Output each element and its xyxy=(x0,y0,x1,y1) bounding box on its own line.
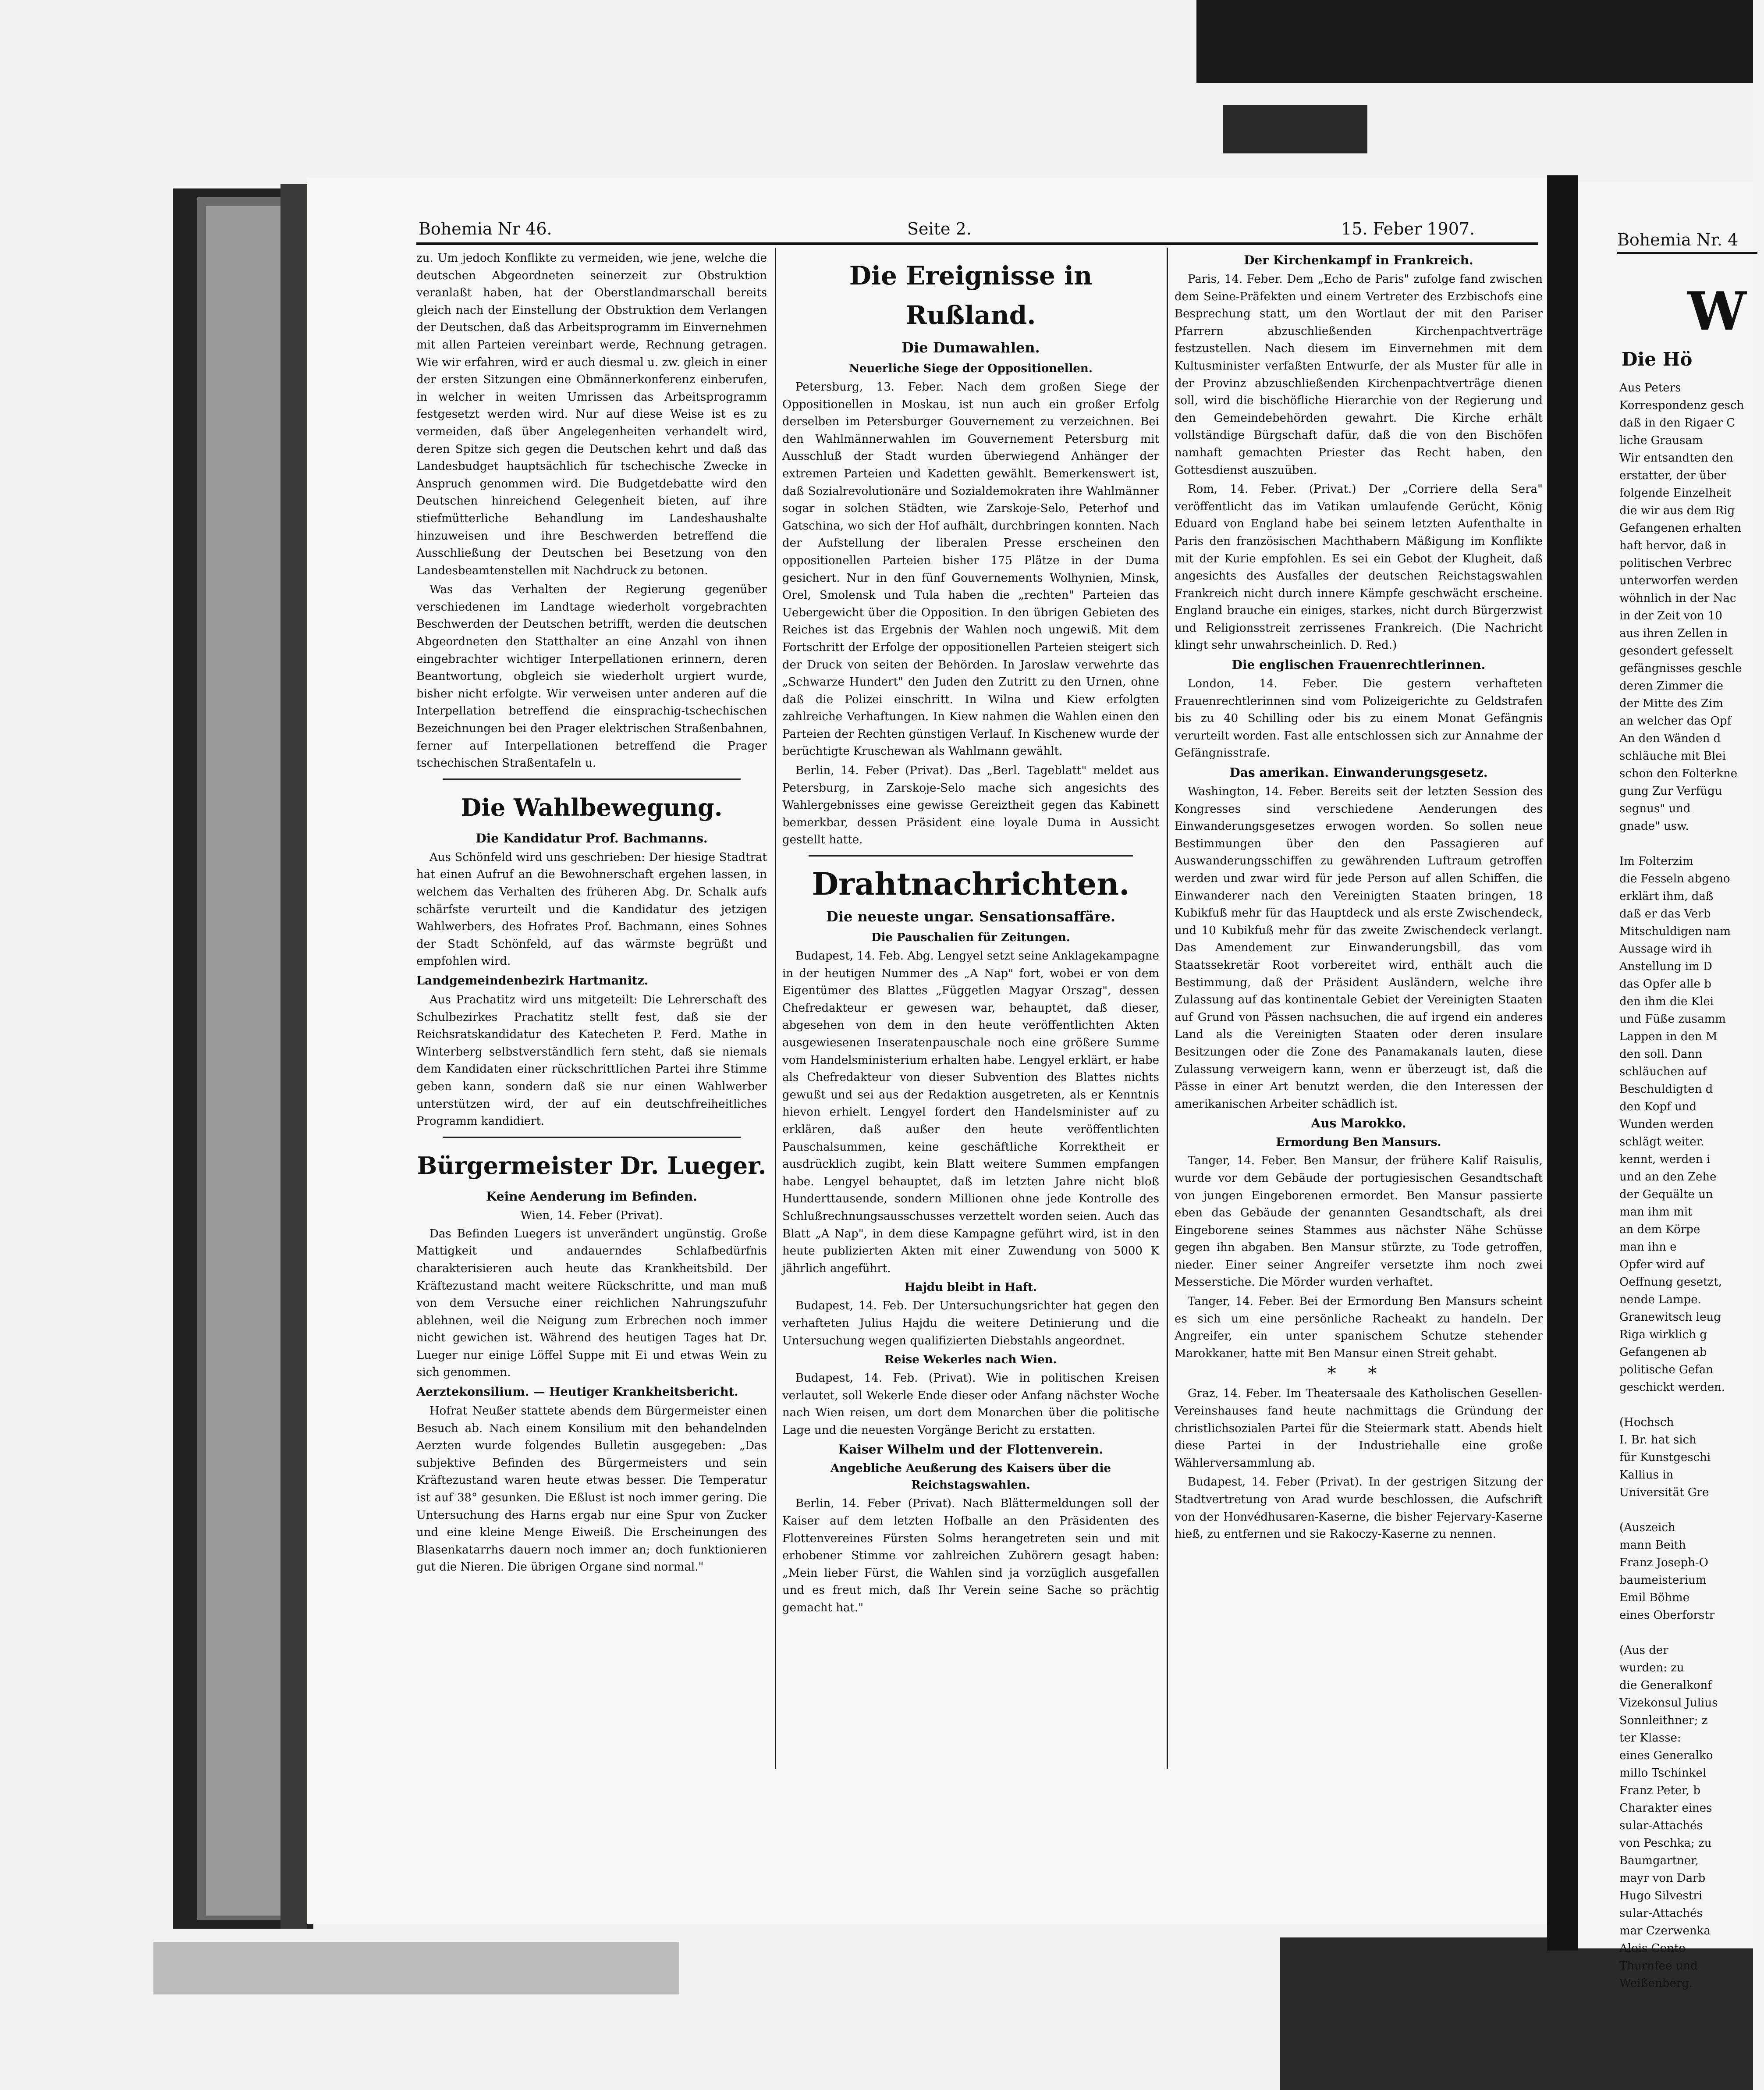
adjacent-text-line: gefängnisses geschle xyxy=(1619,662,1742,675)
adjacent-text-line: segnus" und xyxy=(1619,802,1691,815)
article-paragraph: zu. Um jedoch Konflikte zu vermeiden, wie jene, welche die deutschen Abgeordneten seinerzeit zur Obstruktion veranlaßt haben, hat der Oberstlandmarschall bereits gleich nach der Einstellung der Obstruktion dem Verlangen der Deutschen, daß das Arbeitsprogramm im Einvernehmen mit allen Parteien vereinbart werde, Rechnung getragen. Wie wir erfahren, wird er auch diesmal u. zw. gleich in einer der ersten Sitzungen eine Obmännerkonferenz einberufen, in welcher in weiten Umrissen das Arbeitsprogramm festgesetzt werden wird. Nur auf diese Weise ist es zu vermeiden, daß über Angelegenheiten verhandelt wird, deren Spitze sich gegen die Deutschen kehrt und daß das Landesbudget hauptsächlich für tschechische Zwecke in Anspruch genommen wird. Die Budgetdebatte wird den Deutschen hinreichend Gelegenheit bieten, auf ihre stiefmütterliche Behandlung im Landeshaushalte hinzuweisen und ihre Beschwerden betreffend die Ausschließung der Deutschen bei Besetzung von den Landesbeamtenstellen mit Nachdruck zu betonen. xyxy=(416,252,767,577)
divider xyxy=(443,1137,741,1138)
adjacent-text xyxy=(1619,379,1764,1992)
article-paragraph: London, 14. Feber. Die gestern verhafteten Frauenrechtlerinnen sind vom Polizeigerichte zu Geldstrafen bis zu 40 Schilling oder bis zu einem Monat Gefängnis verurteilt worden. Fast alle entschlossen sich zur Annahme der Gefängnisstrafe. xyxy=(1175,677,1543,760)
article-heading: Die Dumawahlen. xyxy=(902,339,1040,356)
article-paragraph: Das Befinden Luegers ist unverändert ungünstig. Große Mattigkeit und andauerndes Schlafbedürfnis charakterisieren auch heute das Krankheitsbild. Der Kräftezustand macht weitere Rückschritte, und man muß von dem Versuche einer reichlichen Nahrungszufuhr ablehnen, weil die Neigung zum Erbrechen noch immer nicht gewichen ist. Während des heutigen Tages hat Dr. Lueger nur einige Löffel Suppe mit Ei und etwas Wein zu sich genommen. xyxy=(416,1227,767,1379)
adjacent-text-line: Hugo Silvestri xyxy=(1619,1889,1703,1902)
adjacent-text-line: gnade" usw. xyxy=(1619,820,1689,833)
adjacent-text-line: an welcher das Opf xyxy=(1619,714,1732,728)
adjacent-text-line xyxy=(1619,1396,1764,1414)
adjacent-text-line: An den Wänden d xyxy=(1619,732,1721,745)
adjacent-text-line: deren Zimmer die xyxy=(1619,679,1723,693)
adjacent-text-line: I. Br. hat sich xyxy=(1619,1433,1697,1447)
column-middle xyxy=(782,250,1159,1828)
adjacent-text-line: in der Zeit von 10 xyxy=(1619,609,1722,622)
article-paragraph: Budapest, 14. Feber (Privat). In der gestrigen Sitzung der Stadtvertretung von Arad wurde beschlossen, die Aufschrift von der Honvédhusaren-Kaserne, die bisher Fejervary-Kaserne hieß, zu entfernen und sie Rakoczy-Kaserne zu nennen. xyxy=(1175,1475,1543,1541)
article-heading: Die englischen Frauenrechtlerinnen. xyxy=(1232,658,1486,672)
adjacent-text-line xyxy=(1619,1624,1764,1642)
adjacent-text-line: Universität Gre xyxy=(1619,1486,1709,1499)
adjacent-text-line: geschickt werden. xyxy=(1619,1381,1725,1394)
adjacent-text-line: Lappen in den M xyxy=(1619,1030,1718,1043)
adjacent-text-line: Baumgartner, xyxy=(1619,1854,1699,1867)
article-paragraph: Graz, 14. Feber. Im Theatersaale des Katholischen Gesellen-Vereinshauses fand heute nachmittags die Gründung der christlichsozialen Partei für die Steiermark statt. Abends hielt diese Partei in der Industriehalle eine große Wählerversammlung ab. xyxy=(1175,1387,1543,1470)
divider xyxy=(443,778,741,780)
adjacent-text-line: mar Czerwenka xyxy=(1619,1924,1711,1937)
adjacent-text-line: schlägt weiter. xyxy=(1619,1135,1704,1148)
adjacent-text-line: baumeisterium xyxy=(1619,1574,1707,1587)
article-paragraph: Budapest, 14. Feb. (Privat). Wie in politischen Kreisen verlautet, soll Wekerle Ende dieser oder Anfang nächster Woche nach Wien reisen, um dort dem Monarchen über die politische Lage und die neuesten Vorgänge Bericht zu erstatten. xyxy=(782,1372,1159,1437)
adjacent-text-line: Kallius in xyxy=(1619,1468,1674,1482)
adjacent-text-line: die Generalkonf xyxy=(1619,1679,1712,1692)
adjacent-text-line: Korrespondenz gesch xyxy=(1619,399,1744,412)
adjacent-text-line: und an den Zehe xyxy=(1619,1170,1717,1184)
article-subheading: Die Pauschalien für Zeitungen. xyxy=(871,931,1070,945)
adjacent-text-line: eines Generalko xyxy=(1619,1749,1713,1762)
adjacent-text-line: ter Klasse: xyxy=(1619,1731,1681,1745)
header-date: 15. Feber 1907. xyxy=(1341,219,1475,238)
adjacent-text-line: Granewitsch leug xyxy=(1619,1311,1721,1324)
article-heading: Aus Marokko. xyxy=(1311,1116,1406,1131)
article-subheading: Reise Wekerles nach Wien. xyxy=(884,1353,1057,1367)
adjacent-text-line: folgende Einzelheit xyxy=(1619,487,1731,500)
adjacent-text-line: Opfer wird auf xyxy=(1619,1258,1704,1271)
header-rule xyxy=(416,242,1538,245)
adjacent-text-line xyxy=(1619,1501,1764,1519)
adjacent-text-line: Sonnleithner; z xyxy=(1619,1714,1708,1727)
adjacent-text-line: politische Gefan xyxy=(1619,1363,1714,1376)
article-paragraph: Hofrat Neußer stattete abends dem Bürgermeister einen Besuch ab. Nach einem Konsilium mit den behandelnden Aerzten wurde folgendes Bulletin ausgegeben: „Das subjektive Befinden des Bürgermeisters und sein Kräftezustand waren heute etwas besser. Die Temperatur ist auf 38° gesunken. Die Eßlust ist noch immer gering. Die Untersuchung des Harns ergab nur eine Spur von Zucker und eine kleine Menge Eiweiß. Die Erscheinungen des Blasenkatarrhs dauern noch immer an; doch funktionieren gut die Nieren. Die übrigen Organe sind normal." xyxy=(416,1404,767,1574)
article-heading: Die neueste ungar. Sensationsaffäre. xyxy=(826,908,1115,925)
adjacent-text-line: Gefangenen erhalten xyxy=(1619,522,1742,535)
adjacent-title-fragment: W xyxy=(1687,281,1746,342)
adjacent-text-line: der Gequälte un xyxy=(1619,1188,1713,1201)
adjacent-text-line xyxy=(1619,835,1764,853)
article-subheading: Ermordung Ben Mansurs. xyxy=(1276,1136,1441,1149)
adjacent-text-line: man ihn e xyxy=(1619,1240,1677,1254)
adjacent-page xyxy=(1578,182,1753,1990)
section-dots: * * xyxy=(1327,1364,1390,1384)
adjacent-text-line: liche Grausam xyxy=(1619,434,1703,447)
article-paragraph: Aus Prachatitz wird uns mitgeteilt: Die Lehrerschaft des Schulbezirkes Prachatitz stellt fest, daß sie der Reichsratskandidatur des Katecheten P. Ferd. Mathe in Winterberg selbstverständlich fern steht, daß sie niemals dem Kandidaten einer rückschrittlichen Partei ihre Stimme geben kann, sondern daß sie nur einen Wahlwerber unterstützen wird, der auf ein deutschfreiheitliches Programm kandidiert. xyxy=(416,993,767,1128)
article-paragraph: Tanger, 14. Feber. Ben Mansur, der frühere Kalif Raisulis, wurde vor dem Gebäude der portugiesischen Gesandtschaft von jungen Eingeborenen ermordet. Ben Mansur passierte eben das Gebäude der genannten Gesandtschaft, als drei Eingeborene seines Stammes aus nächster Nähe Schüsse gegen ihn abgaben. Ben Mansur stürzte, zu Tode getroffen, nieder. Einer seiner Angreifer versetzte ihm noch zwei Messerstiche. Die Mörder wurden verhaftet. xyxy=(1175,1154,1543,1289)
adjacent-text-line: aus ihren Zellen in xyxy=(1619,627,1728,640)
adjacent-text-line: erstatter, der über xyxy=(1619,469,1726,482)
adjacent-text-line: Wir entsandten den xyxy=(1619,451,1733,465)
adjacent-text-line: für Kunstgeschi xyxy=(1619,1451,1711,1464)
adjacent-text-line: den soll. Dann xyxy=(1619,1048,1703,1061)
page-header xyxy=(307,178,1547,248)
adjacent-text-line: haft hervor, daß in xyxy=(1619,539,1727,552)
adjacent-text-line: an dem Körpe xyxy=(1619,1223,1700,1236)
adjacent-text-line: kennt, werden i xyxy=(1619,1153,1711,1166)
section-heading: Drahtnachrichten. xyxy=(812,866,1130,903)
section-heading: Die Wahlbewegung. xyxy=(461,793,723,821)
adjacent-text-line: die wir aus dem Rig xyxy=(1619,504,1735,517)
adjacent-header-rule xyxy=(1617,252,1757,254)
article-paragraph: Berlin, 14. Feber (Privat). Das „Berl. Tageblatt" meldet aus Petersburg, in Zarskoje-Selo mache sich angesichts des Wahlergebnisses eine gewisse Gereiztheit gegen das Kabinett bemerkbar, dessen Präsident eine loyale Duma in Aussicht gestellt hatte. xyxy=(782,764,1159,847)
adjacent-text-line: millo Tschinkel xyxy=(1619,1767,1707,1780)
adjacent-text-line: Anstellung im D xyxy=(1619,960,1712,973)
article-paragraph: Paris, 14. Feber. Dem „Echo de Paris" zufolge fand zwischen dem Seine-Präfekten und einem Vertreter des Erzbischofs eine Besprechung statt, um den Wortlaut der mit den Pariser Pfarrern abzuschließenden Kirchenpachtverträge festzustellen. Nach diesem im Einvernehmen mit dem Kultusminister verfaßten Entwurfe, der als Muster für alle in der Provinz abzuschließenden Kirchenpachtverträge dienen soll, wird die bischöfliche Hierarchie von der Regierung und den Gemeindebehörden gewahrt. Die Kirche erhält vollständige Bürgschaft dafür, daß die von den Bischöfen namhaft gemachten Priester das Recht haben, den Gottesdienst auszuüben. xyxy=(1175,273,1543,477)
newspaper-page xyxy=(307,178,1547,1924)
header-page-number: Seite 2. xyxy=(907,219,972,238)
adjacent-text-line: Alois Conte xyxy=(1619,1942,1686,1955)
header-paper-name: Bohemia Nr 46. xyxy=(419,219,552,238)
adjacent-text-line: Aussage wird ih xyxy=(1619,942,1712,956)
adjacent-text-line: Wunden werden xyxy=(1619,1118,1714,1131)
adjacent-text-line: (Hochsch xyxy=(1619,1416,1674,1429)
adjacent-text-line: nende Lampe. xyxy=(1619,1293,1701,1306)
adjacent-text-line: unterworfen werden xyxy=(1619,574,1738,587)
article-heading: Das amerikan. Einwanderungsgesetz. xyxy=(1229,765,1488,780)
article-paragraph: Petersburg, 13. Feber. Nach dem großen Siege der Oppositionellen in Moskau, ist nun auch ein großer Erfolg derselben im Petersburger Gouvernement zu verzeichnen. Bei den Wahlmännerwahlen im Gouvernement Petersburg mit Ausschluß der Stadt wurden überwiegend Anhänger der extremen Parteien und Kadetten gewählt. Bemerkenswert ist, daß Sozialrevolutionäre und Sozialdemokraten ihre Wahlmänner sogar in solchen Städten, wie Zarskoje-Selo, Peterhof und Gatschina, wo sich der Hof aufhält, durchbringen konnten. Nach der Aufstellung der liberalen Presse erscheinen den oppositionellen Parteien bisher 175 Plätze in der Duma gesichert. Nur in den fünf Gouvernements Wolhynien, Minsk, Orel, Smolensk und Tula haben die „rechten" Parteien das Uebergewicht über die Opposition. In den übrigen Gebieten des Reiches ist das Ergebnis der Wahlen noch ungewiß. Mit dem Fortschritt der Erfolge der oppositionellen Parteien steigert sich der Druck von seiten der Behörden. In Jaroslaw verwehrte das „Schwarze Hundert" den Juden den Zutritt zu den Urnen, ohne daß die Polizei einschritt. In Wilna und Kiew erfolgten zahlreiche Verhaftungen. In Kiew nahmen die Wahlen einen den Parteien der Rechten günstigen Verlauf. In Kischenew wurde der berüchtigte Kruschewan als Wahlmann gewählt. xyxy=(782,380,1159,758)
article-paragraph: Was das Verhalten der Regierung gegenüber verschiedenen im Landtage wiederholt vorgebrachten Beschwerden der Deutschen betrifft, werden die deutschen Abgeordneten den Statthalter an eine Anzahl von ihnen eingebrachter wichtiger Interpellationen erinnern, deren Beantwortung, obgleich sie wiederholt urgiert wurde, bisher nicht erfolgte. Wir verweisen unter anderen auf die Interpellation betreffend die einsprachig-tschechischen Bezeichnungen bei den Prager elektrischen Straßenbahnen, ferner auf Interpellationen betreffend die Prager tschechischen Straßentafeln u. xyxy=(416,583,767,770)
adjacent-text-line: der Mitte des Zim xyxy=(1619,697,1723,710)
adjacent-text-line: Thurnfee und xyxy=(1619,1959,1698,1973)
article-paragraph: Washington, 14. Feber. Bereits seit der letzten Session des Kongresses sind verschiedene Aenderungen des Einwanderungsgesetzes erwogen worden. So sollen neue Bestimmungen über den den Passagieren auf Auswanderungsschiffen zu gewährenden Luftraum getroffen werden und zwar wird für jede Person auf allen Schiffen, die Einwanderer nach den Vereinigten Staaten bringen, 18 Kubikfuß mehr für das Hauptdeck und als erste Zwischendeck, und 10 Kubikfuß mehr für das zweite Zwischendeck verlangt. Das Amendement zur Einwanderungsbill, das vom Staatssekretär Root vorbereitet wird, enthält auch die Bestimmung, daß der Präsident Ausländern, welche ihre Zulassung auf das kontinentale Gebiet der Vereinigten Staaten auf Grund von Pässen nachsuchen, die auf irgend ein anderes Land als die Vereinigten Staaten oder deren insulare Besitzungen oder die Zone des Panamakanals lauten, diese Zulassung verweigern kann, wenn er überzeugt ist, daß die Pässe in einer Art benutzt werden, die den Interessen der amerikanischen Arbeiter schädlich ist. xyxy=(1175,785,1543,1111)
adjacent-text-line: Beschuldigten d xyxy=(1619,1083,1713,1096)
article-paragraph: Aus Schönfeld wird uns geschrieben: Der hiesige Stadtrat hat einen Aufruf an die Bewohnerschaft ergehen lassen, in welchem das Verhalten des früheren Abg. Dr. Schalk aufs schärfste verurteilt und die Kandidatur des jetzigen Wahlwerbers, des Hofrates Prof. Bachmann, eines Sohnes der Stadt Schönfeld, auf das wärmste begrüßt und empfohlen wird. xyxy=(416,850,767,968)
adjacent-text-line: politischen Verbrec xyxy=(1619,557,1732,570)
adjacent-text-line: gung Zur Verfügu xyxy=(1619,785,1722,798)
adjacent-text-line: gesondert gefesselt xyxy=(1619,644,1733,658)
article-heading: Aerztekonsilium. — Heutiger Krankheitsbericht. xyxy=(416,1385,738,1399)
adjacent-text-line: Emil Böhme xyxy=(1619,1591,1690,1604)
column-rule xyxy=(775,248,776,1769)
column-right xyxy=(1175,250,1543,1828)
adjacent-text-line: die Fesseln abgeno xyxy=(1619,872,1730,885)
article-paragraph: Rom, 14. Feber. (Privat.) Der „Corriere della Sera" veröffentlicht das im Vatikan umlaufende Gerücht, König Eduard von England habe bei seinem letzten Aufenthalte in Paris den französischen Machthabern Mäßigung im Konflikte mit der Kurie empfohlen. Es sei ein Gebot der Klugheit, daß angesichts des Ausfalles der deutschen Reichstagswahlen Frankreich nicht durch innere Kämpfe geschwächt erscheine. England brauche ein einiges, starkes, nicht durch Bürgerzwist und Religionsstreit zerrissenes Frankreich. (Die Nachricht klingt sehr unwahrscheinlich. D. Red.) xyxy=(1175,483,1543,652)
article-paragraph: Budapest, 14. Feb. Abg. Lengyel setzt seine Anklagekampagne in der heutigen Nummer des „A Nap" fort, wobei er von dem Eigentümer des Blattes „Független Magyar Orszag", dessen Chefredakteur er gewesen war, behauptet, daß dieser, abgesehen von dem in den heute veröffentlichten Akten ausgewiesenen Inseratenpauschale noch eine größere Summe vom Handelsministerium erhalten habe. Lengyel erklärt, er habe als Chefredakteur von dieser Subvention des Blattes nichts gewußt und sei aus der Redaktion ausgetreten, als er Kenntnis hievon erhielt. Lengyel fordert den Handelsminister auf zu erklären, daß außer den heute veröffentlichten Pauschalsummen, keine geschäftliche Korrektheit er ausdrücklich zugibt, kein Blatt weitere Summen empfangen habe. Lengyel behauptet, daß im letzten Jahre nicht bloß Hunderttausende, sondern Millionen ohne jede Kontrolle des Schlußrechnungsausschusses verzettelt worden seien. Auch das Blatt „A Nap", in dem diese Kampagne geführt wird, ist in den heute publizierten Akten mit einer Zuwendung von 5000 K jährlich angeführt. xyxy=(782,949,1159,1275)
adjacent-text-line: Oeffnung gesetzt, xyxy=(1619,1276,1722,1289)
dateline: Wien, 14. Feber (Privat). xyxy=(520,1209,663,1222)
adjacent-text-line: von Peschka; zu xyxy=(1619,1837,1712,1850)
adjacent-text-line: daß in den Rigaer C xyxy=(1619,416,1736,430)
article-subheading: Keine Aenderung im Befinden. xyxy=(486,1189,697,1204)
adjacent-text-line: und Füße zusamm xyxy=(1619,1013,1726,1026)
adjacent-text-line: Charakter eines xyxy=(1619,1802,1712,1815)
adjacent-text-line: den Kopf und xyxy=(1619,1100,1697,1113)
article-subheading: Hajdu bleibt in Haft. xyxy=(904,1281,1037,1294)
adjacent-text-line: Franz Peter, b xyxy=(1619,1784,1700,1797)
adjacent-text-line: (Auszeich xyxy=(1619,1521,1675,1534)
article-heading: Die Kandidatur Prof. Bachmanns. xyxy=(476,831,708,846)
adjacent-text-line: daß er das Verb xyxy=(1619,907,1711,921)
adjacent-text-line: Aus Peters xyxy=(1619,381,1681,395)
adjacent-header: Bohemia Nr. 4 xyxy=(1617,230,1739,249)
adjacent-text-line: man ihm mit xyxy=(1619,1205,1693,1219)
article-paragraph: Tanger, 14. Feber. Bei der Ermordung Ben Mansurs scheint es sich um eine persönliche Racheakt zu handeln. Der Angreifer, ein unter spanischem Schutze stehender Marokkaner, hatte mit Ben Mansur einen Streit gehabt. xyxy=(1175,1295,1543,1360)
adjacent-text-line: sular-Attachés xyxy=(1619,1819,1703,1832)
adjacent-text-line: schon den Folterkne xyxy=(1619,767,1738,780)
adjacent-text-line: (Aus der xyxy=(1619,1644,1668,1657)
article-paragraph: Budapest, 14. Feb. Der Untersuchungsrichter hat gegen den verhafteten Julius Hajdu die weitere Detinierung und die Untersuchung wegen qualifizierten Diebstahls angeordnet. xyxy=(782,1299,1159,1347)
column-rule xyxy=(1167,248,1168,1769)
adjacent-text-line: erklärt ihm, daß xyxy=(1619,890,1714,903)
article-heading: Landgemeindenbezirk Hartmanitz. xyxy=(416,974,649,988)
article-heading: Kaiser Wilhelm und der Flottenverein. xyxy=(838,1442,1104,1457)
adjacent-text-line: Im Folterzim xyxy=(1619,855,1693,868)
adjacent-text-line: den ihm die Klei xyxy=(1619,995,1714,1008)
adjacent-text-line: Vizekonsul Julius xyxy=(1619,1696,1718,1710)
section-heading: Bürgermeister Dr. Lueger. xyxy=(417,1151,767,1180)
adjacent-text-line: schläuche mit Blei xyxy=(1619,750,1726,763)
article-subheading: Neuerliche Siege der Oppositionellen. xyxy=(849,362,1093,375)
adjacent-text-line: mayr von Darb xyxy=(1619,1872,1706,1885)
section-heading: Die Ereignisse in Rußland. xyxy=(849,261,1093,330)
adjacent-text-line: das Opfer alle b xyxy=(1619,977,1711,991)
adjacent-text-line: Weißenberg. xyxy=(1619,1977,1693,1990)
adjacent-text-line: Riga wirklich g xyxy=(1619,1328,1707,1341)
adjacent-text-line: Gefangenen ab xyxy=(1619,1346,1707,1359)
column-left xyxy=(416,250,767,1828)
adjacent-text-line: wöhnlich in der Nac xyxy=(1619,592,1736,605)
adjacent-text-line: sular-Attachés xyxy=(1619,1907,1703,1920)
adjacent-text-line: Mitschuldigen nam xyxy=(1619,925,1731,938)
article-paragraph: Berlin, 14. Feber (Privat). Nach Blättermeldungen soll der Kaiser auf dem letzten Hofballe an den Präsidenten des Flottenvereines Fürsten Solms herangetreten sein und mit erhobener Stimme vor zahlreichen Zuhörern gesagt haben: „Mein lieber Fürst, die Wahlen sind ja vorzüglich ausgefallen und es freut mich, daß Ihr Verein seine Sache so prächtig gemacht hat." xyxy=(782,1497,1159,1615)
divider xyxy=(809,855,1133,857)
article-subheading: Angebliche Aeußerung des Kaisers über die Reichstagswahlen. xyxy=(831,1462,1111,1492)
adjacent-text-line: Franz Joseph-O xyxy=(1619,1556,1708,1569)
adjacent-subtitle-fragment: Die Hö xyxy=(1622,348,1693,370)
adjacent-text-line: schläuchen auf xyxy=(1619,1065,1707,1078)
article-heading: Der Kirchenkampf in Frankreich. xyxy=(1244,253,1473,267)
adjacent-text-line: wurden: zu xyxy=(1619,1661,1684,1674)
adjacent-text-line: eines Oberforstr xyxy=(1619,1609,1715,1622)
adjacent-text-line: mann Beith xyxy=(1619,1539,1686,1552)
